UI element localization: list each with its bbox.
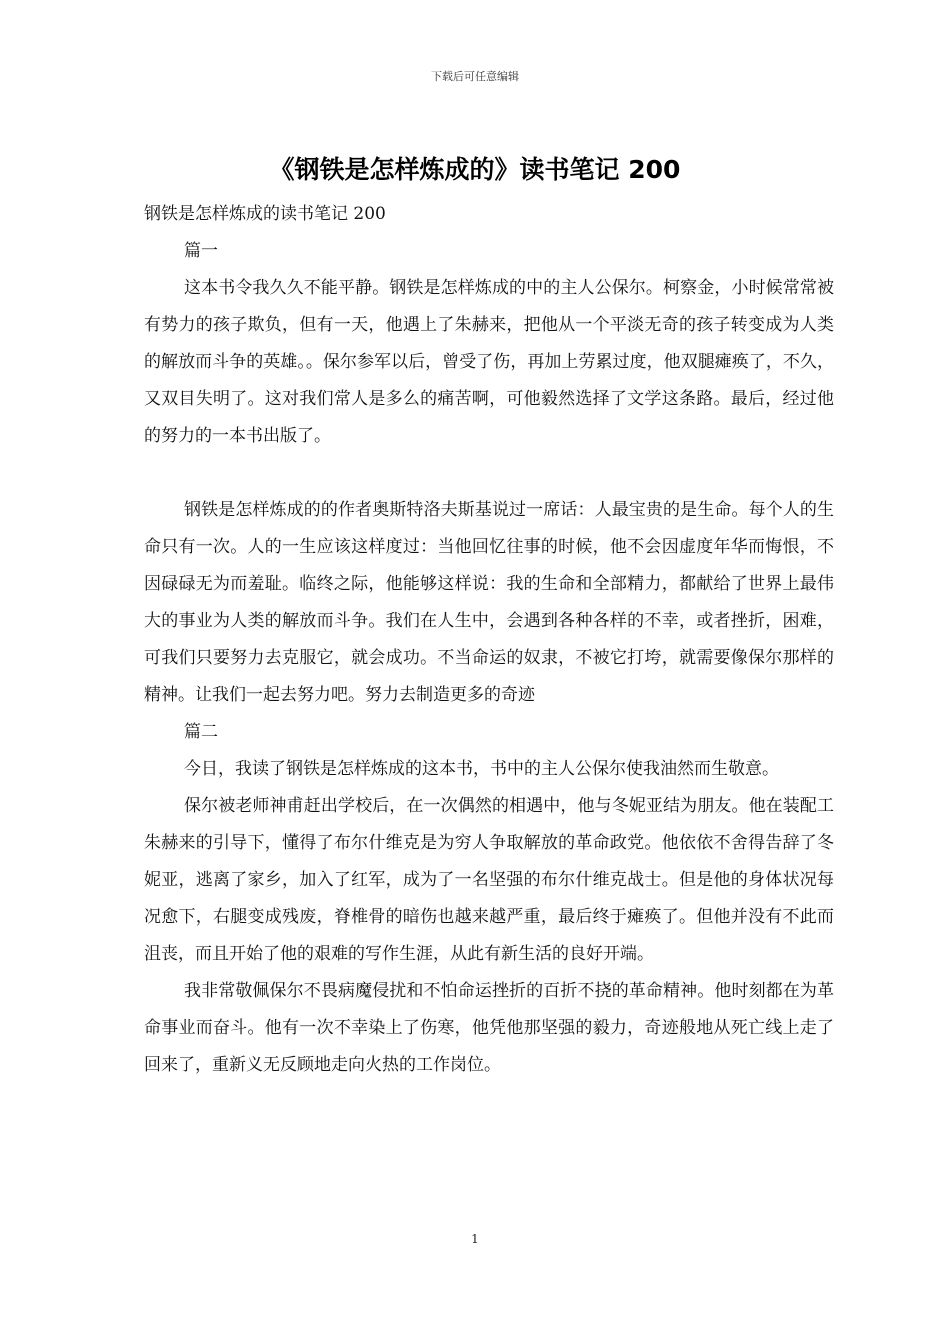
section-heading-1: 篇一 (184, 241, 218, 261)
page-number: 1 (471, 1232, 479, 1246)
paragraph-2: 钢铁是怎样炼成的的作者奥斯特洛夫斯基说过一席话：人最宝贵的是生命。每个人的生命只有一次。人的一生应该这样度过：当他回忆往事的时候，他不会因虚度年华而悔恨，不因碌碌无为而羞耻。临终之际，他能够这样说：我的生命和全部精力，都献给了世界上最伟大的事业为人类的解放而斗争。我们在人生中，会遇到各种各样的不幸，或者挫折，困难，可我们只要努力去克服它，就会成功。不当命运的奴隶，不被它打垮，就需要像保尔那样的精神。让我们一起去努力吧。努力去制造更多的奇迹 (144, 500, 834, 705)
section-heading-2: 篇二 (184, 722, 218, 742)
paragraph-spacer (144, 455, 834, 492)
paragraph-4: 保尔被老师神甫赶出学校后，在一次偶然的相遇中，他与冬妮亚结为朋友。他在装配工朱赫来的引导下，懂得了布尔什维克是为穷人争取解放的革命政党。他依依不舍得告辞了冬妮亚，逃离了家乡，加入了红军，成为了一名坚强的布尔什维克战士。但是他的身体状况每况愈下，右腿变成残废，脊椎骨的暗伤也越来越严重，最后终于瘫痪了。但他并没有不此而沮丧，而且开始了他的艰难的写作生涯，从此有新生活的良好开端。 (144, 796, 834, 964)
paragraph-3: 今日，我读了钢铁是怎样炼成的这本书，书中的主人公保尔使我油然而生敬意。 (184, 759, 779, 779)
document-subtitle: 钢铁是怎样炼成的读书笔记 200 (144, 204, 386, 224)
paragraph-5: 我非常敬佩保尔不畏病魔侵扰和不怕命运挫折的百折不挠的革命精神。他时刻都在为革命事业而奋斗。他有一次不幸染上了伤寒，他凭他那坚强的毅力，奇迹般地从死亡线上走了回来了，重新义无反顾地走向火热的工作岗位。 (144, 981, 834, 1075)
page-header-note: 下载后可任意编辑 (431, 70, 519, 83)
document-body (144, 196, 834, 1084)
paragraph-1: 这本书令我久久不能平静。钢铁是怎样炼成的中的主人公保尔。柯察金，小时候常常被有势力的孩子欺负，但有一天，他遇上了朱赫来，把他从一个平淡无奇的孩子转变成为人类的解放而斗争的英雄。。保尔参军以后，曾受了伤，再加上劳累过度，他双腿瘫痪了，不久，又双目失明了。这对我们常人是多么的痛苦啊，可他毅然选择了文学这条路。最后，经过他的努力的一本书出版了。 (144, 278, 834, 446)
document-title: 《钢铁是怎样炼成的》读书笔记 200 (269, 155, 681, 184)
